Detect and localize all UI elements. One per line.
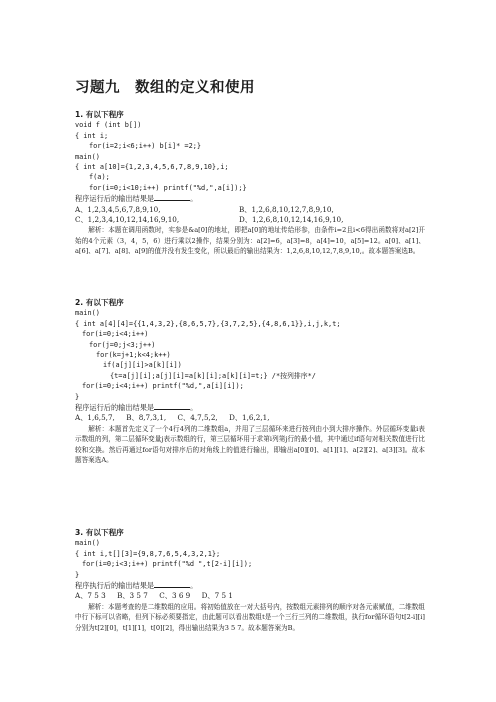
- code-line: { int i;: [75, 131, 109, 140]
- prompt-text: 程序执行后的输出结果是: [75, 581, 155, 591]
- question-1-prompt: [75, 193, 425, 204]
- question-3-analysis: 解析：本题考查的是二维数组的应用。将初始值放在一对大括号内，按数组元素排列的顺序对各元素赋值，二维数组中行下标可以省略，但列下标必须要指定，由此题可以看出数组t是一个三行三列的二维数组，执行for循环语句t[2-i][i]分别为t[2][0]，t[1][1]，t[0][2]，得出输出结果为3 5 7。故本题答案为B。: [75, 602, 425, 632]
- code-line: for(j=0;j<3;j++): [89, 340, 156, 349]
- code-line: void f (int b[]): [75, 121, 142, 130]
- option-c: C、1,2,3,4,10,12,14,16,9,10,: [75, 215, 180, 225]
- answer-blank: [154, 193, 190, 201]
- prompt-text: 程序运行后的输出结果是: [75, 403, 155, 413]
- answer-blank: [154, 402, 190, 410]
- question-3-prompt: [75, 580, 425, 591]
- prompt-text: 程序运行后的输出结果是: [75, 194, 155, 204]
- prompt-end: 。: [190, 194, 198, 204]
- option-d: D、1,2,6,8,10,12,14,16,9,10,: [239, 215, 344, 225]
- question-1-analysis: 解析：本题在调用函数时，实参是&a[0]的地址，即把a[0]的地址传给形参，由条件i=2且i<6得出函数将对a[2]开始的4个元素（3，4，5，6）进行乘以2操作，结果分别为：a[2]=6，a[3]=8，a[4]=10，a[5]=12。a[0]、a[1]、a[6]、a[7]、a[8]、a[9]的值并没有发生变化，所以最后的输出结果为：1,2,6,8,10,12,7,8,9,10,。故本题答案选B。: [75, 226, 425, 256]
- question-2-options: A、1,6,5,7, B、8,7,3,1, C、4,7,5,2, D、1,6,2,1,: [75, 413, 270, 423]
- code-line: for(i=0;i<3;i++) printf("%d ",t[2-i][i]);: [82, 560, 253, 569]
- question-3: [75, 528, 425, 633]
- code-line: main(): [75, 152, 100, 161]
- code-line: main(): [75, 309, 100, 318]
- question-1-options-row-2: [75, 215, 425, 225]
- prompt-end: 。: [190, 403, 198, 413]
- code-line: { int a[4][4]={{1,4,3,2},{8,6,5,7},{3,7,2,5},{4,8,6,1}},i,j,k,t;: [75, 319, 341, 328]
- question-2: [75, 298, 425, 466]
- prompt-end: 。: [190, 581, 198, 591]
- question-1: [75, 110, 425, 257]
- answer-blank: [154, 580, 190, 588]
- code-line: for(i=0;i<4;i++) printf("%d,",a[i][i]);: [82, 382, 244, 391]
- code-line: if(a[j][i]>a[k][i]): [103, 361, 182, 370]
- code-line: { int i,t[][3]={9,8,7,6,5,4,3,2,1};: [75, 549, 221, 558]
- page-title: 习题九 数组的定义和使用: [75, 80, 255, 96]
- code-line: {t=a[j][i];a[j][i]=a[k][i];a[k][i]=t;} /*按列排序*/: [110, 371, 316, 380]
- code-line: for(i=0;i<4;i++): [82, 330, 149, 339]
- code-line: main(): [75, 539, 100, 548]
- code-line: { int a[10]={1,2,3,4,5,6,7,8,9,10},i;: [75, 163, 229, 172]
- question-3-options: A、7 5 3 B、3 5 7 C、3 6 9 D、7 5 1: [75, 591, 233, 601]
- code-line: for(i=2;i<6;i++) b[i]* =2;}: [89, 142, 202, 151]
- code-line: }: [75, 392, 80, 401]
- question-1-heading: 1. 有以下程序: [75, 110, 124, 119]
- code-line: f(a);: [89, 173, 110, 182]
- code-line: for(k=j+1;k<4;k++): [96, 351, 171, 360]
- code-line: }: [75, 570, 80, 579]
- question-2-heading: 2. 有以下程序: [75, 298, 124, 307]
- code-line: for(i=0;i<10;i++) printf("%d,",a[i]);}: [89, 183, 247, 192]
- option-a: A、1,2,3,4,5,6,7,8,9,10,: [75, 204, 161, 214]
- question-1-options-row-1: [75, 205, 425, 215]
- question-2-analysis: 解析：本题首先定义了一个4行4列的二维数组a，并用了三层循环来进行按列由小到大排序操作。外层循环变量i表示数组的列，第二层循环变量j表示数组的行，第三层循环用于求第i列第j行的最小值，其中通过if语句对相关数值进行比较和交换。然后再通过for语句对排序后的对角线上的值进行输出，即输出a[0][0]、a[1][1]、a[2][2]、a[3][3]。故本题答案选A。: [75, 424, 425, 465]
- question-3-heading: 3. 有以下程序: [75, 528, 124, 537]
- option-b: B、1,2,6,8,10,12,7,8,9,10,: [239, 204, 334, 214]
- question-2-prompt: [75, 402, 425, 413]
